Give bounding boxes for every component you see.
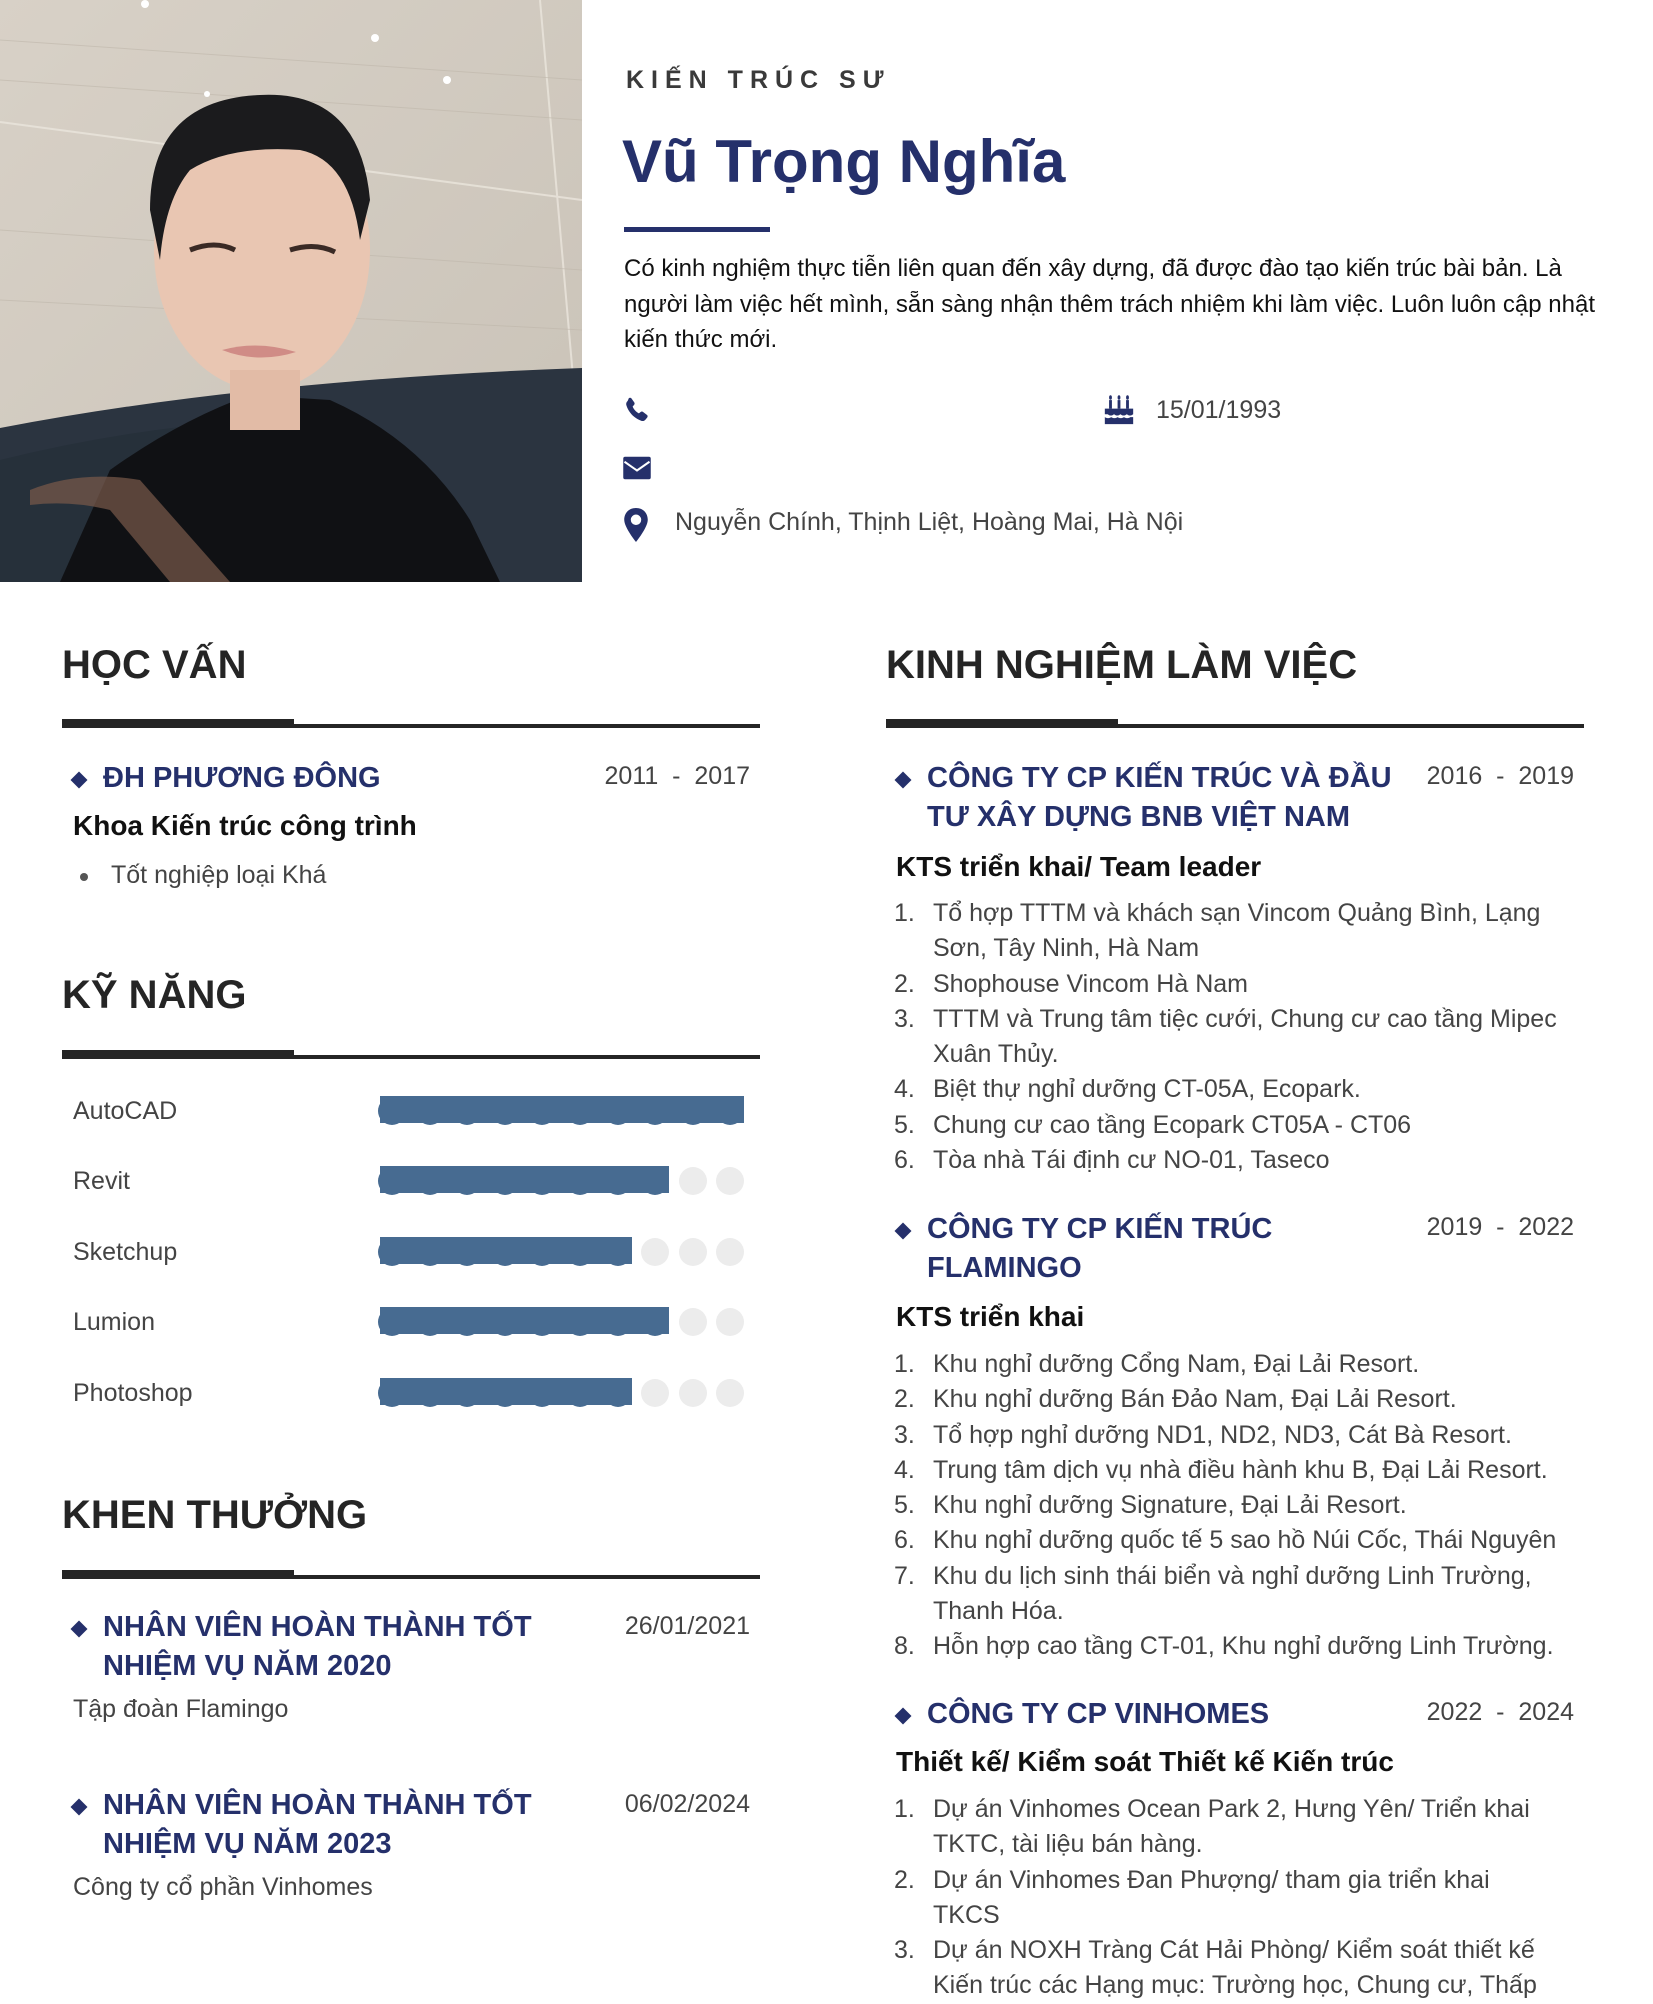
diamond-bullet-icon bbox=[895, 772, 912, 789]
job-title: KIẾN TRÚC SƯ bbox=[626, 66, 891, 94]
skill-dot-icon bbox=[716, 1167, 744, 1195]
project-text: Hỗn hợp cao tầng CT-01, Khu nghỉ dưỡng Linh Trường. bbox=[933, 1632, 1554, 1661]
project-list-item bbox=[894, 1382, 1584, 1417]
skill-dot-icon bbox=[716, 1379, 744, 1407]
list-number: 2. bbox=[894, 1385, 915, 1414]
job-date-range: 2016 - 2019 bbox=[1426, 762, 1574, 790]
education-divider-accent bbox=[62, 719, 294, 728]
skill-name: Lumion bbox=[73, 1308, 155, 1336]
award-title-line: NHÂN VIÊN HOÀN THÀNH TỐT bbox=[103, 1611, 532, 1643]
list-number: 7. bbox=[894, 1561, 915, 1590]
company-line: FLAMINGO bbox=[927, 1252, 1082, 1284]
project-text-cont: Kiến trúc các Hạng mục: Trường học, Chung cư, Thấp bbox=[933, 1971, 1537, 2000]
skill-dot-icon bbox=[679, 1167, 707, 1195]
profile-photo bbox=[0, 0, 582, 582]
list-number: 2. bbox=[894, 1865, 915, 1894]
list-number: 1. bbox=[894, 1795, 915, 1823]
project-text: Dự án Vinhomes Ocean Park 2, Hưng Yên/ Triển khai bbox=[933, 1795, 1530, 1823]
address-value: Nguyễn Chính, Thịnh Liệt, Hoàng Mai, Hà Nội bbox=[675, 508, 1184, 536]
list-number: 2. bbox=[894, 969, 915, 998]
project-list-item bbox=[894, 1453, 1584, 1488]
project-text: Tòa nhà Tái định cư NO-01, Taseco bbox=[933, 1146, 1330, 1175]
project-text: Biệt thự nghỉ dưỡng CT-05A, Ecopark. bbox=[933, 1075, 1361, 1104]
portrait-image bbox=[0, 0, 582, 582]
candidate-name: Vũ Trọng Nghĩa bbox=[622, 128, 1066, 195]
education-note: Tốt nghiệp loại Khá bbox=[111, 861, 327, 889]
project-list-item bbox=[894, 1347, 1584, 1382]
skill-name: Sketchup bbox=[73, 1238, 178, 1266]
education-date-range: 2011 - 2017 bbox=[604, 762, 750, 790]
project-list-item bbox=[894, 1418, 1584, 1453]
list-number: 4. bbox=[894, 1455, 915, 1484]
project-list-item bbox=[894, 1143, 1584, 1178]
company-line: TƯ XÂY DỰNG BNB VIỆT NAM bbox=[927, 801, 1350, 833]
award-title bbox=[103, 1786, 532, 1864]
diamond-bullet-icon bbox=[71, 1621, 88, 1638]
project-text-cont: Sơn, Tây Ninh, Hà Nam bbox=[933, 934, 1200, 963]
skill-fill bbox=[380, 1378, 632, 1405]
award-title-line: NHIỆM VỤ NĂM 2023 bbox=[103, 1828, 392, 1860]
skill-fill bbox=[380, 1166, 669, 1193]
project-list-item bbox=[894, 1072, 1584, 1107]
job-role: KTS triển khai/ Team leader bbox=[896, 851, 1262, 882]
award-title bbox=[103, 1608, 532, 1686]
experience-heading: KINH NGHIỆM LÀM VIỆC bbox=[886, 643, 1358, 687]
project-list-item bbox=[894, 1108, 1584, 1143]
profile-summary: Có kinh nghiệm thực tiễn liên quan đến xây dựng, đã được đào tạo kiến trúc bài bản. Là người làm việc hết mình, sẵn sàng nhận thêm trách nhiệm khi làm việc. Luôn luôn cập nhật kiến thức mới. bbox=[624, 255, 1596, 353]
education-school: ĐH PHƯƠNG ĐÔNG bbox=[103, 762, 381, 794]
list-number: 1. bbox=[894, 899, 915, 927]
job-projects-list bbox=[894, 1347, 1584, 1665]
project-text: Khu nghỉ dưỡng Signature, Đại Lải Resort. bbox=[933, 1491, 1407, 1520]
list-number: 6. bbox=[894, 1146, 915, 1175]
experience-divider-accent bbox=[886, 719, 1118, 728]
list-number: 3. bbox=[894, 1936, 915, 1965]
project-text-cont: Thanh Hóa. bbox=[933, 1597, 1064, 1626]
diamond-bullet-icon bbox=[895, 1708, 912, 1725]
project-text: Trung tâm dịch vụ nhà điều hành khu B, Đại Lải Resort. bbox=[933, 1455, 1548, 1484]
award-organization: Tập đoàn Flamingo bbox=[73, 1695, 289, 1723]
diamond-bullet-icon bbox=[71, 772, 88, 789]
award-date: 26/01/2021 bbox=[624, 1612, 750, 1640]
skill-dot-icon bbox=[716, 1238, 744, 1266]
map-marker-icon bbox=[622, 508, 650, 542]
education-heading: HỌC VẤN bbox=[62, 643, 247, 687]
project-list-item bbox=[894, 1933, 1584, 2004]
job-company bbox=[927, 1210, 1397, 1288]
list-number: 1. bbox=[894, 1350, 915, 1378]
phone-icon bbox=[622, 395, 652, 425]
education-major: Khoa Kiến trúc công trình bbox=[73, 810, 417, 841]
awards-divider-accent bbox=[62, 1570, 294, 1579]
company-line: CÔNG TY CP VINHOMES bbox=[927, 1698, 1270, 1730]
skills-divider-accent bbox=[62, 1050, 294, 1059]
awards-heading: KHEN THƯỞNG bbox=[62, 1493, 368, 1537]
project-list-item bbox=[894, 1488, 1584, 1523]
company-line: CÔNG TY CP KIẾN TRÚC VÀ ĐẦU bbox=[927, 762, 1392, 794]
envelope-icon bbox=[622, 453, 652, 483]
project-list-item bbox=[894, 1792, 1584, 1863]
project-text-cont: TKCS bbox=[933, 1900, 1000, 1929]
project-text-cont: Xuân Thủy. bbox=[933, 1040, 1059, 1069]
project-text: Khu du lịch sinh thái biển và nghỉ dưỡng Linh Trường, bbox=[933, 1561, 1532, 1590]
project-list-item bbox=[894, 1863, 1584, 1934]
skill-dot-icon bbox=[641, 1238, 669, 1266]
name-underline bbox=[624, 227, 770, 232]
job-role: Thiết kế/ Kiểm soát Thiết kế Kiến trúc bbox=[896, 1746, 1394, 1777]
skill-name: Revit bbox=[73, 1167, 130, 1195]
skill-name: AutoCAD bbox=[73, 1097, 178, 1125]
job-date-range: 2022 - 2024 bbox=[1426, 1698, 1574, 1726]
project-text: Khu nghỉ dưỡng Bán Đảo Nam, Đại Lải Resort. bbox=[933, 1385, 1457, 1414]
job-projects-list bbox=[894, 1792, 1584, 2004]
skills-heading: KỸ NĂNG bbox=[62, 973, 247, 1017]
job-date-range: 2019 - 2022 bbox=[1426, 1213, 1574, 1241]
project-list-item bbox=[894, 967, 1584, 1002]
company-line: CÔNG TY CP KIẾN TRÚC bbox=[927, 1213, 1273, 1245]
project-list-item bbox=[894, 1523, 1584, 1558]
project-list-item bbox=[894, 1629, 1584, 1664]
skill-level-bar bbox=[378, 1166, 750, 1196]
skill-dot-icon bbox=[716, 1308, 744, 1336]
list-number: 5. bbox=[894, 1110, 915, 1139]
project-text-cont: TKTC, tài liệu bán hàng. bbox=[933, 1830, 1203, 1859]
job-role: KTS triển khai bbox=[896, 1301, 1085, 1332]
skill-name: Photoshop bbox=[73, 1379, 193, 1407]
list-number: 3. bbox=[894, 1004, 915, 1033]
skill-dot-icon bbox=[679, 1379, 707, 1407]
award-date: 06/02/2024 bbox=[624, 1790, 750, 1818]
skill-level-bar bbox=[378, 1096, 750, 1126]
award-organization: Công ty cổ phần Vinhomes bbox=[73, 1873, 373, 1901]
project-list-item bbox=[894, 1002, 1584, 1073]
bullet-dot-icon bbox=[80, 873, 88, 881]
project-text: Dự án Vinhomes Đan Phượng/ tham gia triển khai bbox=[933, 1865, 1490, 1894]
skill-level-bar bbox=[378, 1237, 750, 1267]
project-text: Tổ hợp nghỉ dưỡng ND1, ND2, ND3, Cát Bà Resort. bbox=[933, 1420, 1512, 1449]
award-title-line: NHIỆM VỤ NĂM 2020 bbox=[103, 1650, 392, 1682]
project-text: Dự án NOXH Tràng Cát Hải Phòng/ Kiểm soát thiết kế bbox=[933, 1936, 1535, 1965]
project-text: Khu nghỉ dưỡng quốc tế 5 sao hồ Núi Cốc, Thái Nguyên bbox=[933, 1526, 1557, 1555]
skill-dot-icon bbox=[679, 1238, 707, 1266]
skill-fill bbox=[380, 1237, 632, 1264]
diamond-bullet-icon bbox=[895, 1223, 912, 1240]
diamond-bullet-icon bbox=[71, 1799, 88, 1816]
job-projects-list bbox=[894, 896, 1584, 1178]
skill-level-bar bbox=[378, 1307, 750, 1337]
project-list-item bbox=[894, 896, 1584, 967]
job-company bbox=[927, 1695, 1397, 1734]
project-text: Chung cư cao tầng Ecopark CT05A - CT06 bbox=[933, 1110, 1412, 1139]
skill-fill bbox=[380, 1307, 669, 1334]
list-number: 6. bbox=[894, 1526, 915, 1555]
project-text: Tổ hợp TTTM và khách sạn Vincom Quảng Bình, Lạng bbox=[933, 899, 1541, 927]
project-text: Khu nghỉ dưỡng Cổng Nam, Đại Lải Resort. bbox=[933, 1350, 1420, 1378]
skill-level-bar bbox=[378, 1378, 750, 1408]
list-number: 4. bbox=[894, 1075, 915, 1104]
list-number: 3. bbox=[894, 1420, 915, 1449]
job-company bbox=[927, 759, 1397, 837]
birthday-value: 15/01/1993 bbox=[1156, 396, 1282, 424]
project-list-item bbox=[894, 1559, 1584, 1630]
project-text: TTTM và Trung tâm tiệc cưới, Chung cư cao tầng Mipec bbox=[933, 1004, 1557, 1033]
skill-dot-icon bbox=[679, 1308, 707, 1336]
birthday-cake-icon bbox=[1102, 393, 1136, 427]
award-title-line: NHÂN VIÊN HOÀN THÀNH TỐT bbox=[103, 1789, 532, 1821]
list-number: 5. bbox=[894, 1491, 915, 1520]
skill-dot-icon bbox=[641, 1379, 669, 1407]
list-number: 8. bbox=[894, 1632, 915, 1661]
project-text: Shophouse Vincom Hà Nam bbox=[933, 969, 1248, 998]
skill-fill bbox=[380, 1096, 744, 1123]
